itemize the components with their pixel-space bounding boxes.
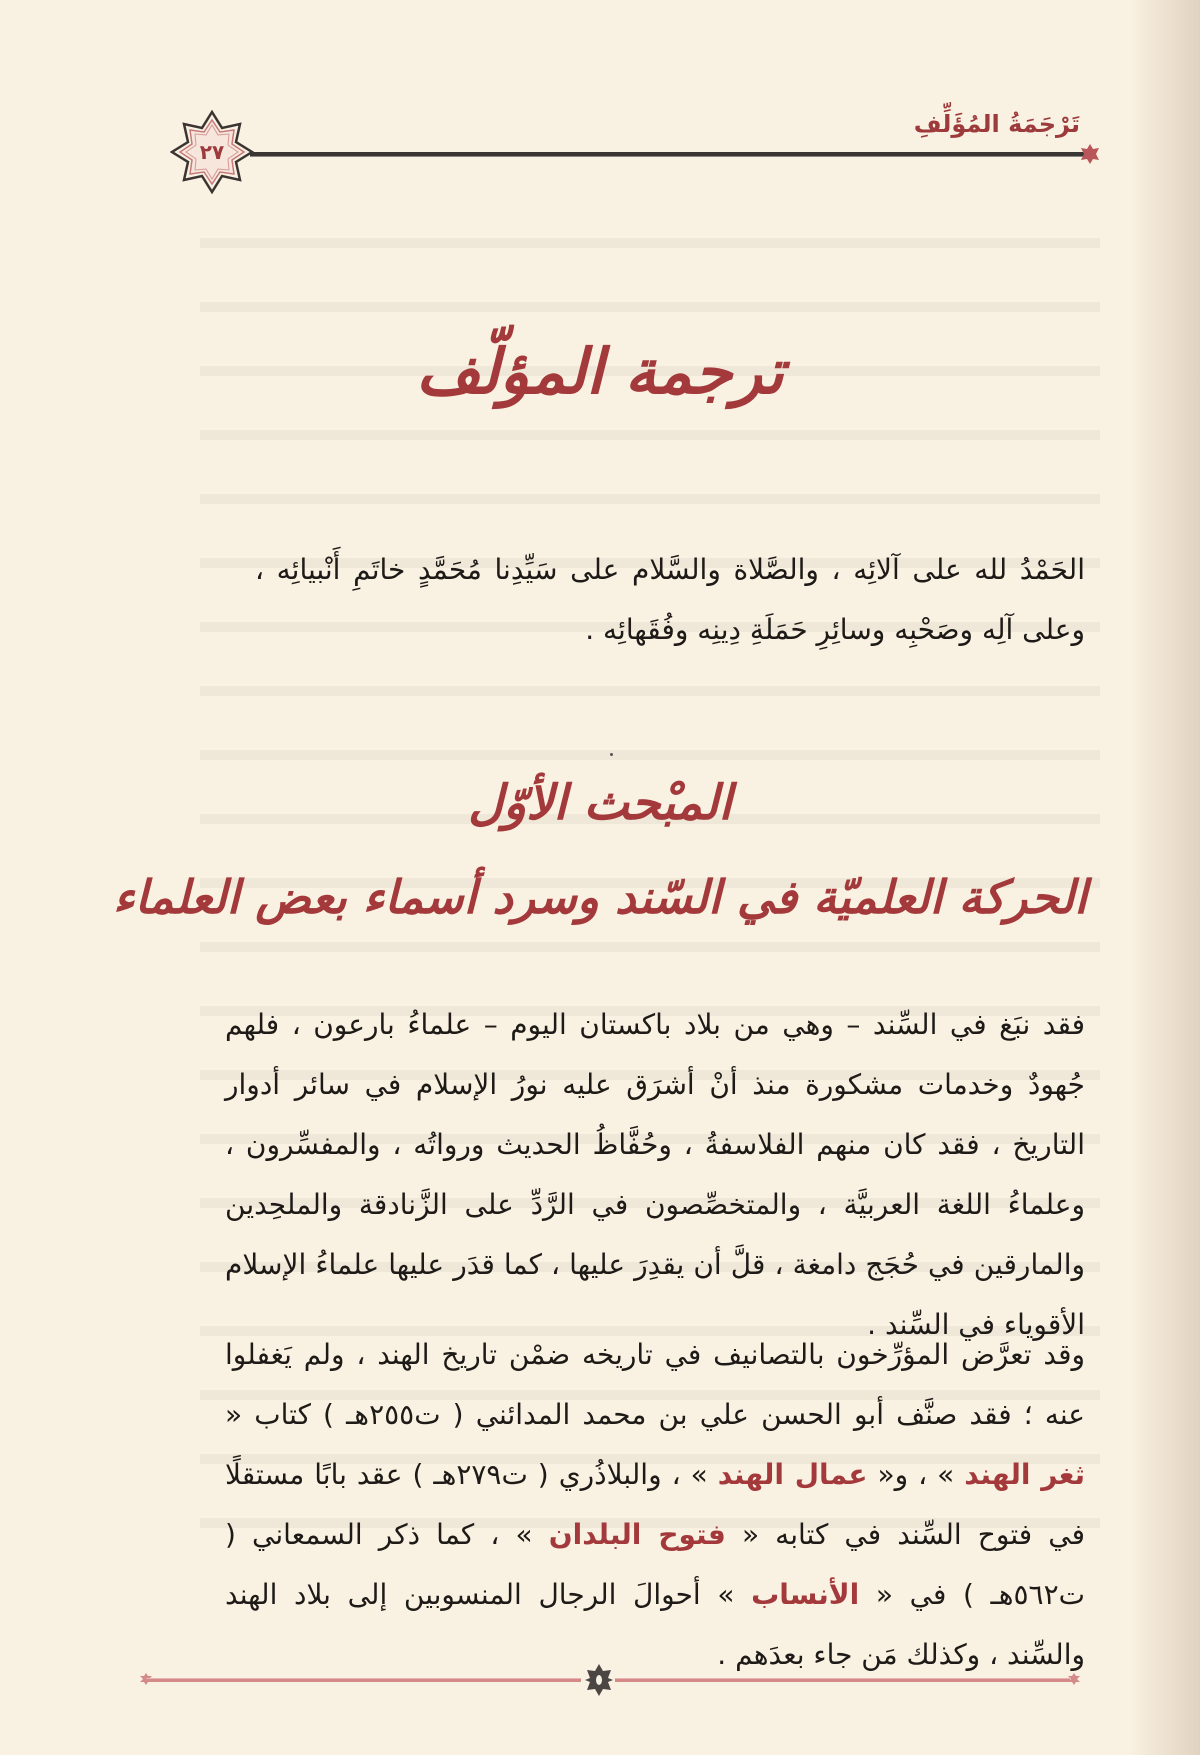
- page-footer-ornament: [140, 1660, 1080, 1700]
- star-ornament-icon: [584, 1664, 614, 1696]
- footer-rule-right: [615, 1678, 1070, 1682]
- intro-paragraph: الحَمْدُ لله على آلائِه ، والصَّلاة والسَّلام على سَيِّدِنا مُحَمَّدٍ خاتَمِ أَنْبيائِه ، وعلى آلِه وصَحْبِه وسائِرِ حَمَلَةِ دِينِه وفُقَهائِه .: [255, 553, 1085, 646]
- text-segment: » ، كما ذكر السمعاني ( ت٥٦٢هـ ) في «: [225, 1518, 1085, 1611]
- page-header: [170, 110, 1100, 200]
- text-segment: وقد تعرَّض المؤرِّخون بالتصانيف في تاريخه ضمْن تاريخ الهند ، ولم يَغفلوا عنه ؛ فقد صنَّف أبو الحسن علي بن محمد المدائني ( ت٢٥٥هـ ) كتاب «: [225, 1338, 1085, 1431]
- book-title-futuh-al-buldan: فتوح البلدان: [548, 1518, 726, 1551]
- book-title-al-ansab: الأنساب: [751, 1578, 860, 1611]
- section-subheading: الحركة العلميّة في السّند وسرد أسماء بعض العلماء: [112, 870, 1088, 924]
- page-number: ٢٧: [199, 140, 225, 164]
- text-segment: » ، والبلاذُري ( ت٢٧٩هـ ) عقد بابًا مستقلًا في فتوح السِّند في كتابه «: [225, 1458, 1086, 1551]
- section-heading: المبْحث الأوّل: [468, 775, 732, 831]
- header-rule: [250, 152, 1086, 157]
- rosette-icon: [1080, 144, 1100, 164]
- body-paragraph-2: [225, 1325, 1085, 1685]
- book-title-thaghr-al-hind: ثغر الهند: [964, 1458, 1086, 1491]
- chapter-title: ترجمة المؤلّف: [416, 335, 784, 408]
- speck: [610, 753, 613, 756]
- book-title-ummal-al-hind: عمال الهند: [717, 1458, 868, 1491]
- rosette-icon: [1068, 1673, 1080, 1685]
- body-paragraph-1: فقد نبَغ في السِّند – وهي من بلاد باكستان اليوم – علماءُ بارعون ، فلهم جُهودٌ وخدمات مشكورة منذ أنْ أشرَق عليه نورُ الإسلام في سائر أدوار التاريخ ، فقد كان منهم الفلاسفةُ ، وحُفَّاظُ الحديث ورواتُه ، والمفسِّرون ، وعلماءُ اللغة العربيَّة ، والمتخصِّصون في الرَّدِّ على الزَّنادقة والملحِدين والمارقين في حُجَج دامغة ، قلَّ أن يقدِرَ عليها ، كما قدَر عليها علماءُ الإسلام الأقوياء في السِّند .: [225, 1008, 1085, 1341]
- text-segment: » أحوالَ الرجال المنسوبين إلى بلاد الهند والسِّند ، وكذلك مَن جاء بعدَهم .: [225, 1578, 1085, 1671]
- text-segment: » ، و«: [867, 1458, 965, 1491]
- footer-rule-left: [146, 1678, 581, 1682]
- running-title: تَرْجَمَةُ المُؤَلِّفِ: [913, 110, 1080, 138]
